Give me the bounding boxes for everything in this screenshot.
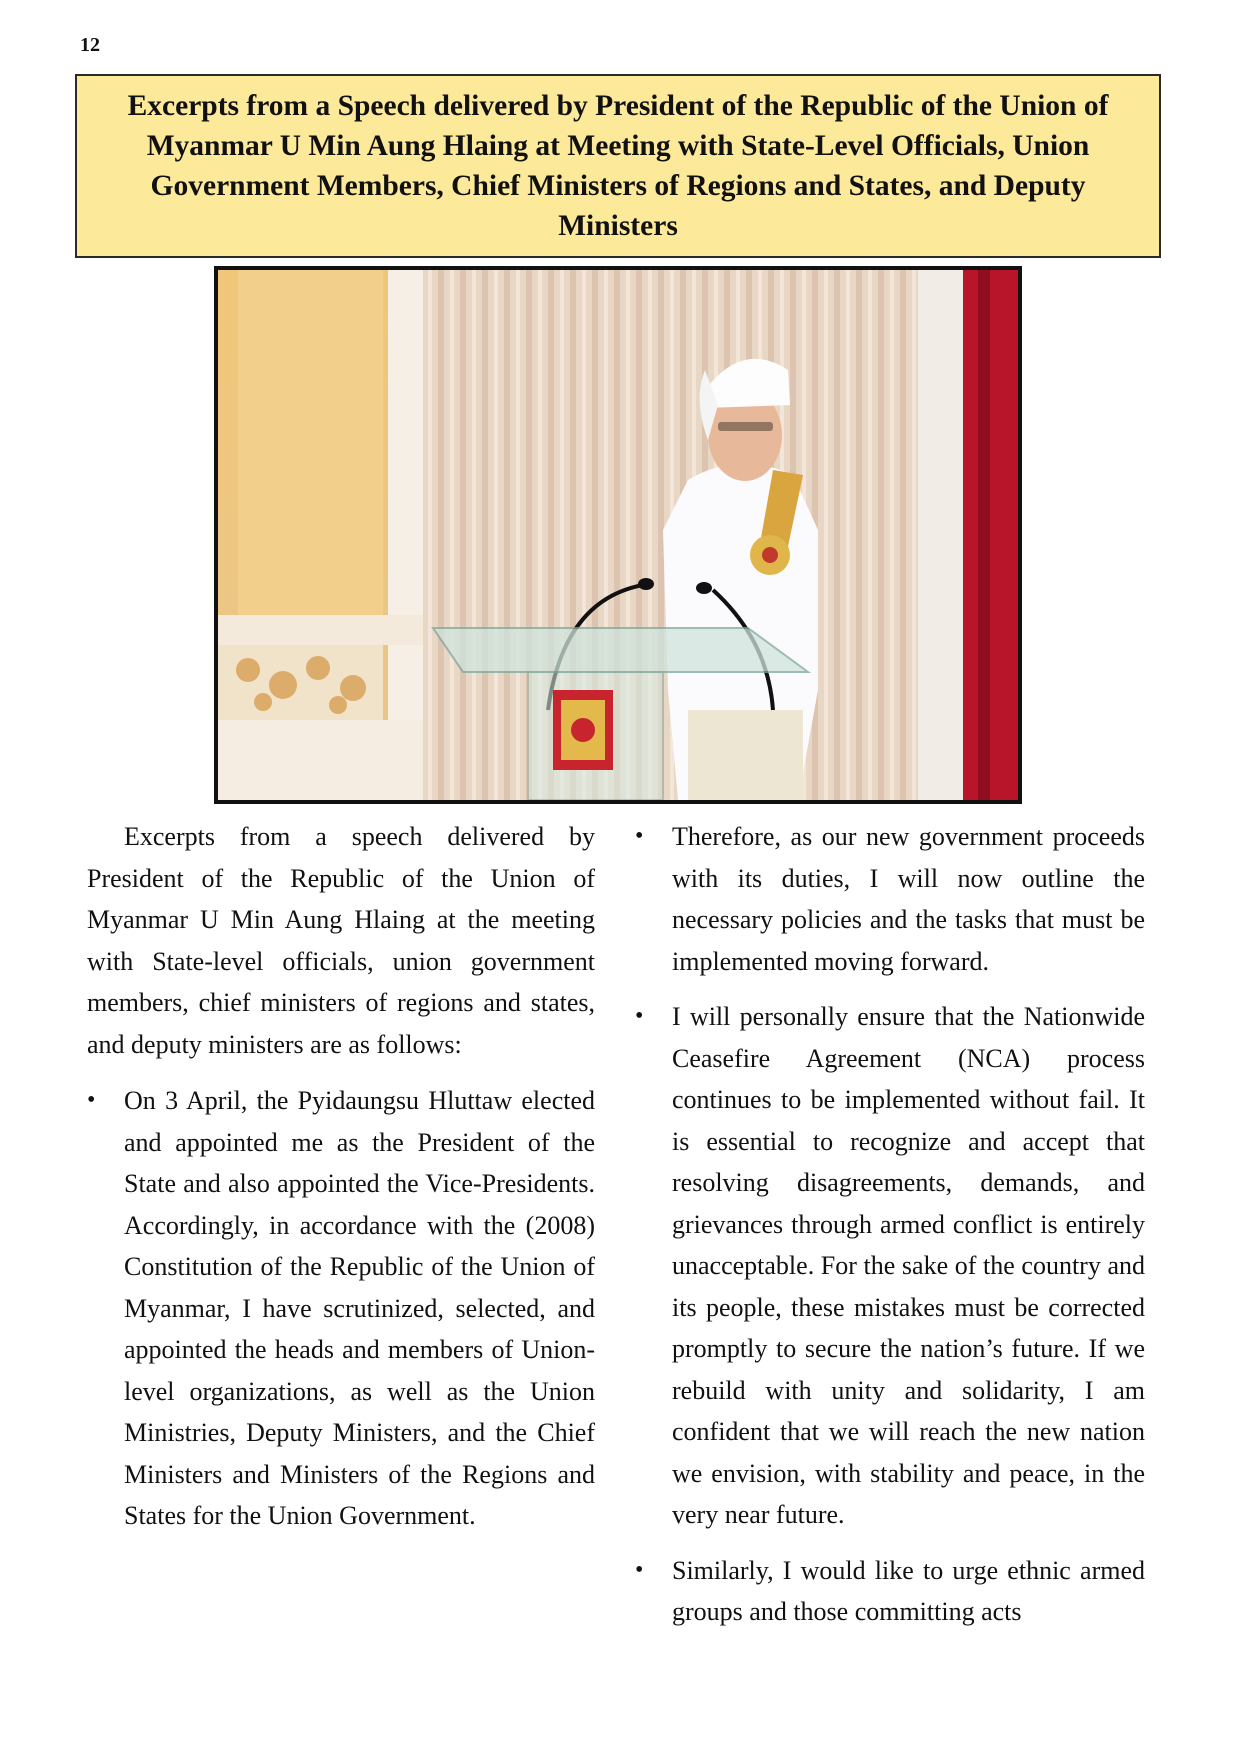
right-column: [635, 816, 1145, 1647]
intro-paragraph: Excerpts from a speech delivered by President of the Republic of the Union of Myanmar U Min Aung Hlaing at the meeting with State-level officials, union government members, chief ministers of regions and states, and deputy ministers are as follows:: [87, 822, 595, 1059]
bullet-icon: •: [87, 1087, 96, 1113]
bullet-item: [635, 996, 1145, 1536]
right-bullet-list: [635, 816, 1145, 1633]
bullet-text: Therefore, as our new government proceeds with its duties, I will now outline the necessary policies and the tasks that must be implemented moving forward.: [672, 822, 1145, 976]
page-number: 12: [80, 34, 100, 56]
bullet-icon: •: [635, 823, 644, 849]
speech-photo: [214, 266, 1022, 804]
bullet-item: [635, 816, 1145, 982]
page-title: Excerpts from a Speech delivered by President of the Republic of the Union of Myanmar U Min Aung Hlaing at Meeting with State-Level Officials, Union Government Members, Chief Ministers of Regions and States, and Deputy Ministers: [127, 90, 1109, 242]
bullet-text: I will personally ensure that the Nationwide Ceasefire Agreement (NCA) process continues to be implemented without fail. It is essential to recognize and accept that resolving disagreements, demands, and grievances through armed conflict is entirely unacceptable. For the sake of the country and its people, these mistakes must be corrected promptly to secure the nation’s future. If we rebuild with unity and solidarity, I am confident that we will reach the new nation we envision, with stability and peace, in the very near future.: [672, 1002, 1145, 1529]
bullet-text: Similarly, I would like to urge ethnic armed groups and those committing acts: [672, 1555, 1145, 1626]
bullet-text: On 3 April, the Pyidaungsu Hluttaw elected and appointed me as the President of the State and also appointed the Vice-Presidents. Accordingly, in accordance with the (2008) Constitution of the Republic of the Union of Myanmar, I have scrutinized, selected, and appointed the heads and members of Union-level organizations, as well as the Union Ministries, Deputy Ministers, and the Chief Ministers and Ministers of the Regions and States for the Union Government.: [124, 1086, 595, 1530]
left-bullet-list: [87, 1080, 595, 1537]
bullet-item: [635, 1550, 1145, 1633]
bullet-icon: •: [635, 1556, 644, 1583]
title-box: [75, 74, 1161, 258]
bullet-icon: •: [635, 1003, 644, 1029]
president-at-podium-image: [218, 270, 1018, 800]
left-column: [87, 816, 595, 1551]
bullet-item: [87, 1080, 595, 1537]
